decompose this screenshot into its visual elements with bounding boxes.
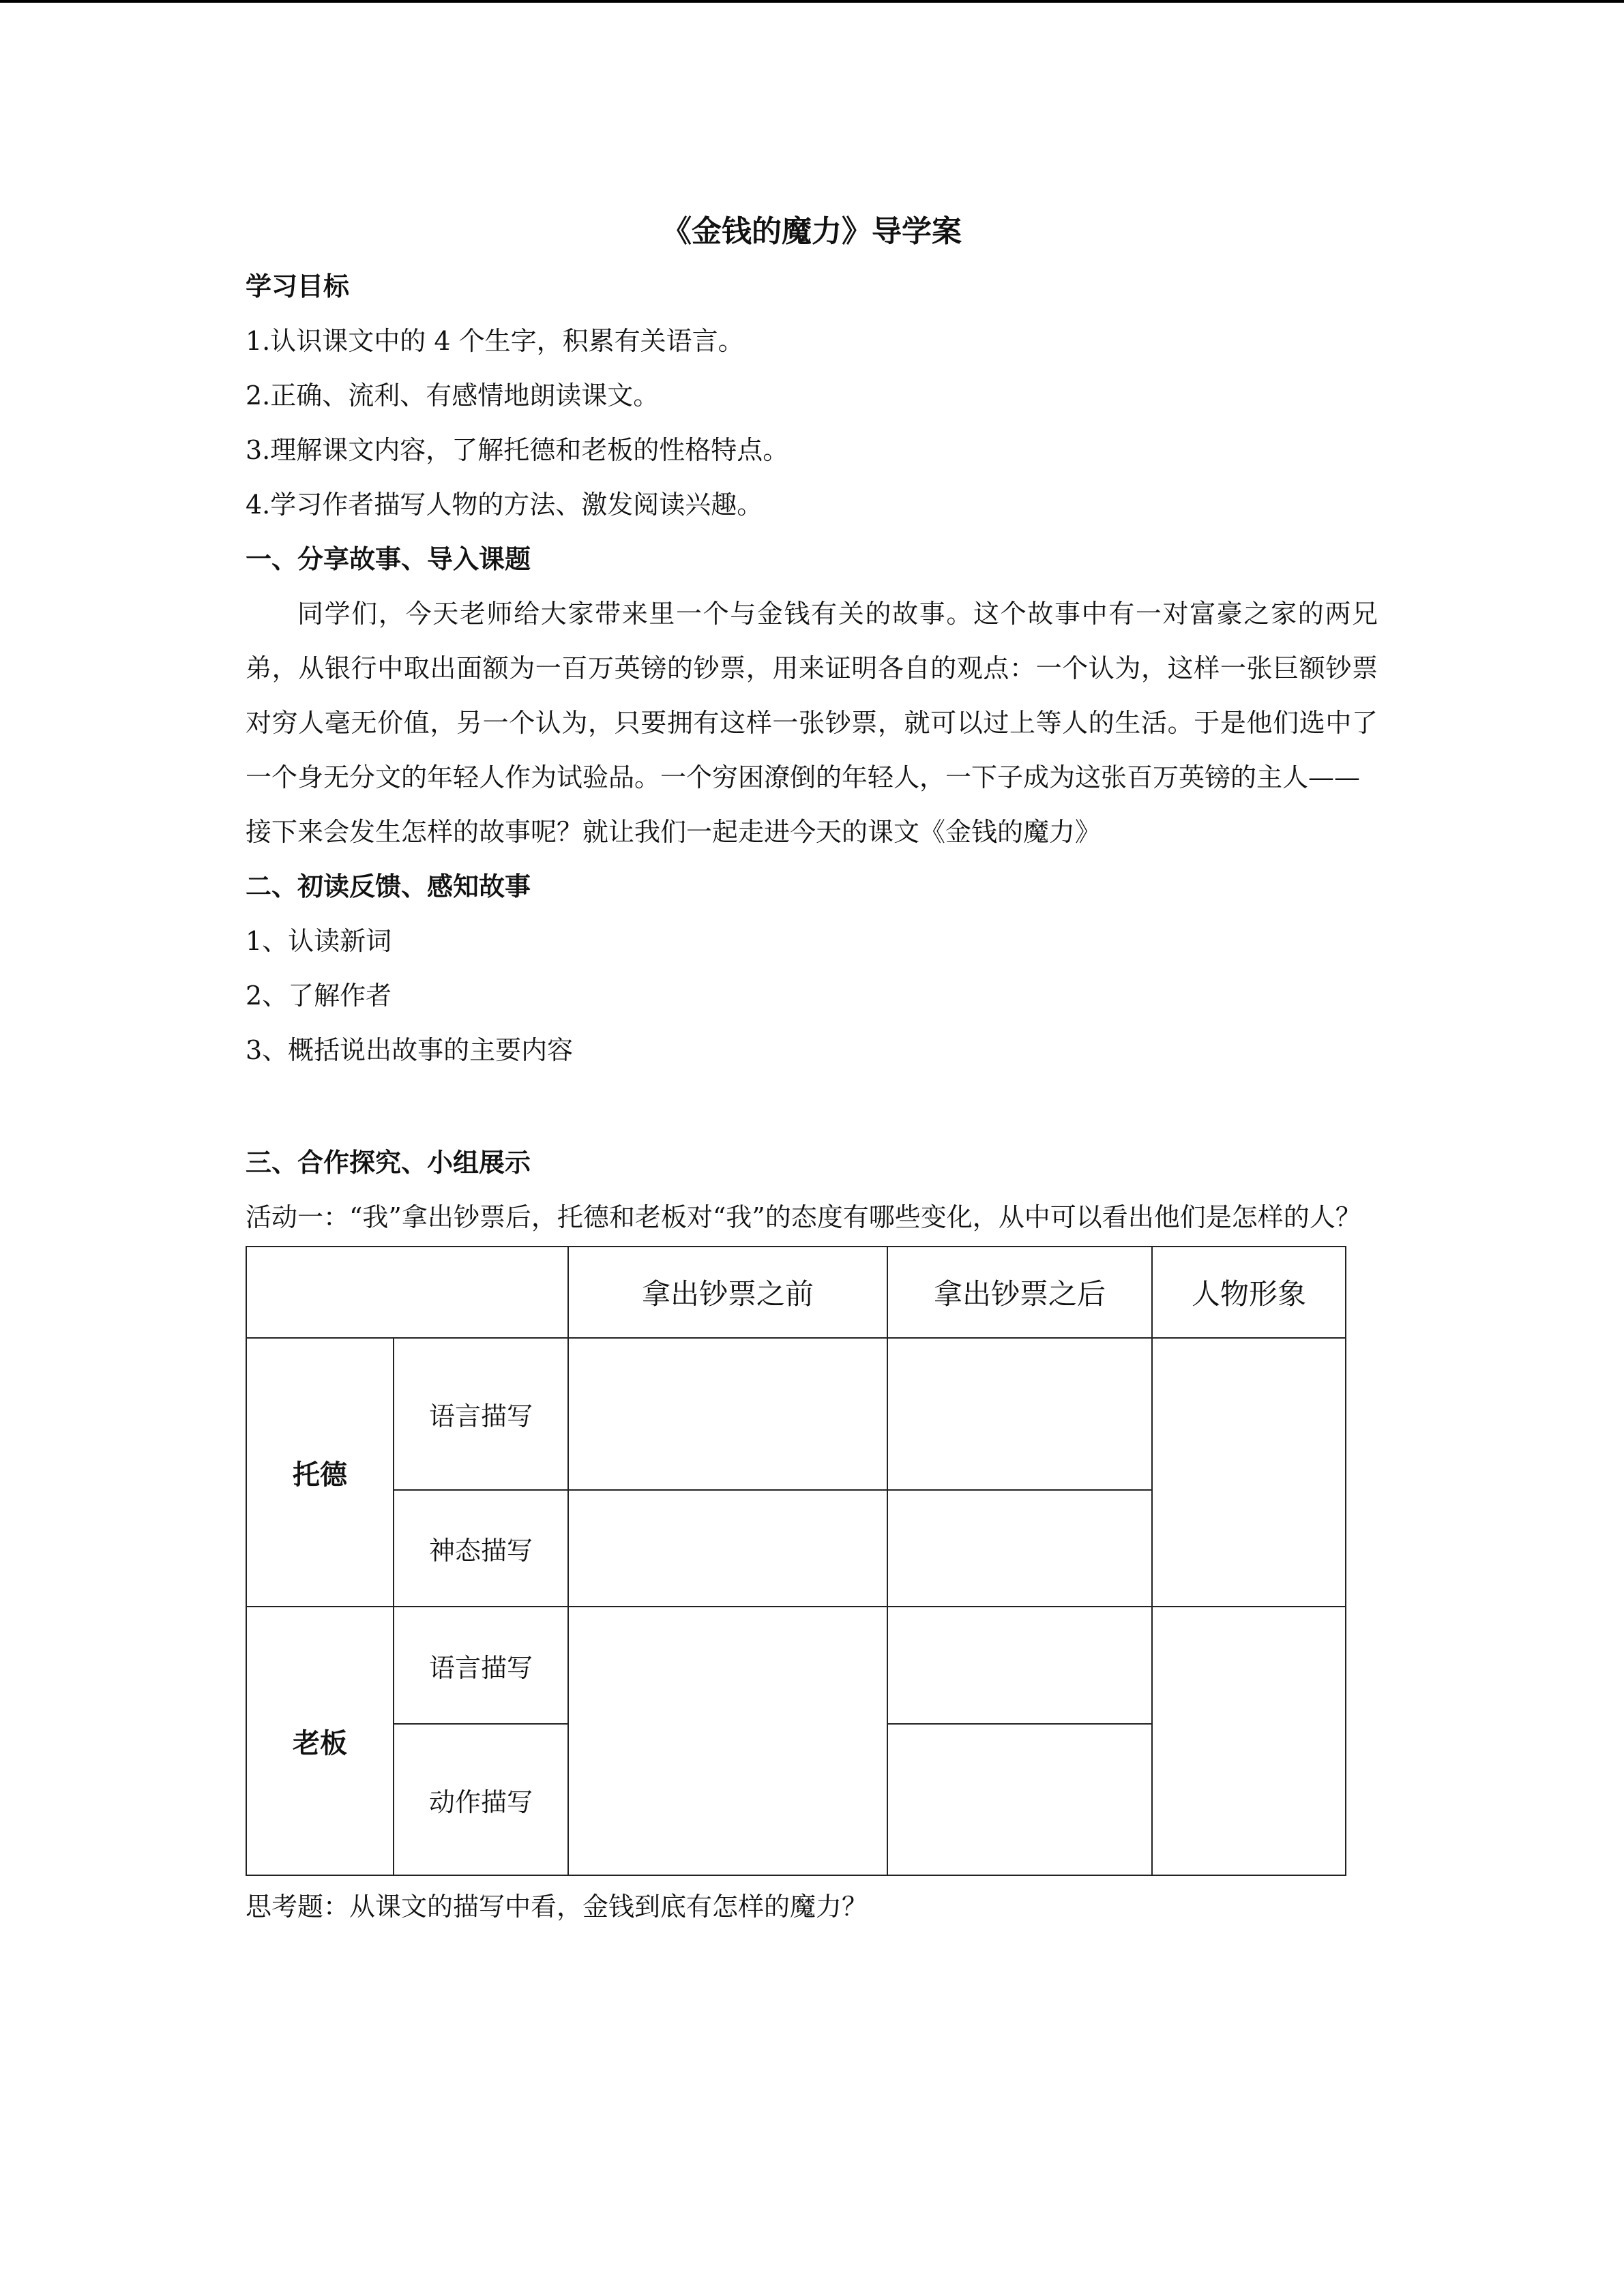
answer-cell[interactable] bbox=[568, 1607, 887, 1875]
document-title: 《金钱的魔力》导学案 bbox=[662, 214, 962, 249]
document-page bbox=[246, 205, 1378, 1937]
header-before: 拿出钞票之前 bbox=[568, 1247, 887, 1338]
table-row bbox=[246, 1338, 1346, 1490]
answer-cell[interactable] bbox=[568, 1490, 887, 1607]
answer-cell[interactable] bbox=[887, 1724, 1152, 1875]
row-label: 语言描写 bbox=[394, 1338, 568, 1490]
story-transition: 接下来会发生怎样的故事呢？就让我们一起走进今天的课文《金钱的魔力》 bbox=[246, 817, 1102, 847]
section2-item: 3、概括说出故事的主要内容 bbox=[246, 1035, 574, 1065]
group-label-todd: 托德 bbox=[246, 1338, 394, 1607]
section1-heading: 一、分享故事、导入课题 bbox=[246, 544, 531, 574]
answer-cell[interactable] bbox=[887, 1607, 1152, 1724]
section2-item: 1、认读新词 bbox=[246, 926, 392, 956]
answer-cell[interactable] bbox=[1152, 1338, 1346, 1607]
page-top-border bbox=[0, 0, 1624, 3]
story-paragraph: 同学们，今天老师给大家带来里一个与金钱有关的故事。这个故事中有一对富豪之家的两兄弟，从银行中取出面额为一百万英镑的钞票，用来证明各自的观点：一个认为，这样一张巨额钞票对穷人毫无价值，另一个认为，只要拥有这样一张钞票，就可以过上等人的生活。于是他们选中了一个身无分文的年轻人作为试验品。一个穷困潦倒的年轻人，一下子成为这张百万英镑的主人—— bbox=[246, 599, 1378, 792]
table-header-row bbox=[246, 1247, 1346, 1338]
objectives-heading: 学习目标 bbox=[246, 271, 350, 301]
objective-item: 2.正确、流利、有感情地朗读课文。 bbox=[246, 381, 660, 411]
row-label: 语言描写 bbox=[394, 1607, 568, 1724]
table-row bbox=[246, 1607, 1346, 1724]
answer-cell[interactable] bbox=[568, 1338, 887, 1490]
thinking-question: 思考题：从课文的描写中看，金钱到底有怎样的魔力？ bbox=[246, 1892, 868, 1922]
group-label-boss: 老板 bbox=[246, 1607, 394, 1875]
answer-cell[interactable] bbox=[1152, 1607, 1346, 1875]
blank-space bbox=[246, 1077, 1378, 1135]
attitude-change-table bbox=[246, 1246, 1346, 1876]
section2-heading: 二、初读反馈、感知故事 bbox=[246, 871, 531, 901]
header-after: 拿出钞票之后 bbox=[887, 1247, 1152, 1338]
section2-item: 2、了解作者 bbox=[246, 981, 392, 1011]
header-character-image: 人物形象 bbox=[1152, 1247, 1346, 1338]
answer-cell[interactable] bbox=[887, 1490, 1152, 1607]
row-label: 神态描写 bbox=[394, 1490, 568, 1607]
section3-heading: 三、合作探究、小组展示 bbox=[246, 1148, 531, 1178]
table-corner-cell bbox=[246, 1247, 568, 1338]
activity-one-prompt: 活动一：“我”拿出钞票后，托德和老板对“我”的态度有哪些变化，从中可以看出他们是怎样的人？ bbox=[246, 1202, 1361, 1232]
objective-item: 4.学习作者描写人物的方法、激发阅读兴趣。 bbox=[246, 490, 763, 520]
objective-item: 1.认识课文中的 4 个生字，积累有关语言。 bbox=[246, 326, 744, 356]
objective-item: 3.理解课文内容，了解托德和老板的性格特点。 bbox=[246, 435, 789, 465]
answer-cell[interactable] bbox=[887, 1338, 1152, 1490]
row-label: 动作描写 bbox=[394, 1724, 568, 1875]
